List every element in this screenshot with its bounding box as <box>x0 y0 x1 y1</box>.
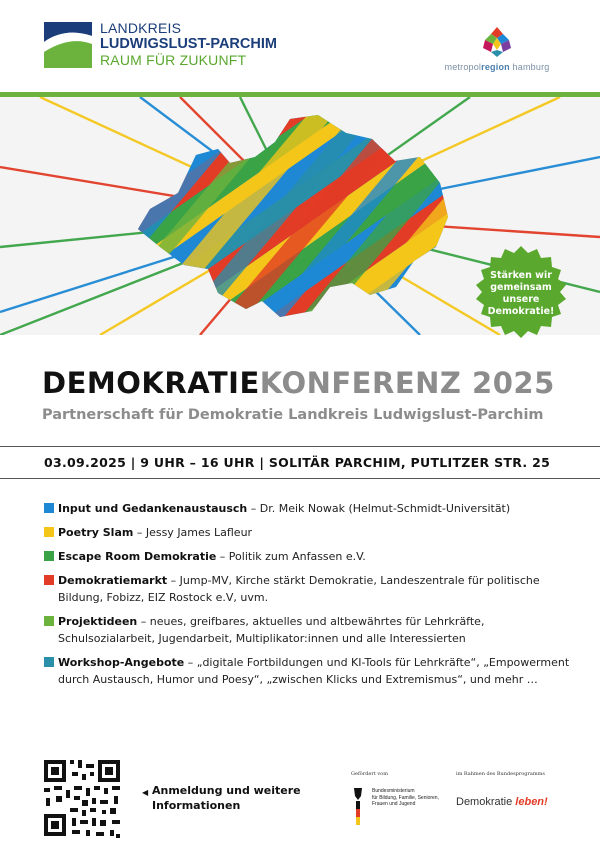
metropolregion-emblem-icon <box>481 26 513 58</box>
bullet-square-icon <box>44 503 54 513</box>
bullet-square-icon <box>44 616 54 626</box>
bullet-square-icon <box>44 575 54 585</box>
list-item: Demokratiemarkt – Jump-MV, Kirche stärkt Demokratie, Landeszentrale für politische Bildung, Fobizz, EIZ Rostock e.V, uvm. <box>44 572 574 606</box>
demokratie-leben-logo: Demokratie leben! <box>456 796 548 808</box>
logo-line-2: LUDWIGSLUST-PARCHIM <box>100 36 277 52</box>
page-subtitle: Partnerschaft für Demokratie Landkreis Ludwigslust-Parchim <box>42 407 544 423</box>
logo-line-3: RAUM FÜR ZUKUNFT <box>100 52 247 68</box>
list-item: Escape Room Demokratie – Politik zum Anfassen e.V. <box>44 548 574 565</box>
registration-link[interactable]: ◀ Anmeldung und weitere Informationen <box>142 784 301 812</box>
list-item: Input und Gedankenaustausch – Dr. Meik Nowak (Helmut-Schmidt-Universität) <box>44 500 574 517</box>
list-item: Projektideen – neues, greifbares, aktuelles und altbewährtes für Lehrkräfte, Schulsozialarbeit, Jugendarbeit, Multiplikator:innen und alle Interessierten <box>44 613 574 647</box>
list-item: Poetry Slam – Jessy James Lafleur <box>44 524 574 541</box>
federal-eagle-flag-icon <box>351 786 365 826</box>
metropolregion-label: metropolregion hamburg <box>444 62 550 72</box>
caret-left-icon: ◀ <box>142 788 149 797</box>
bullet-square-icon <box>44 551 54 561</box>
ministry-logo-text: Bundesministerium für Bildung, Familie, Senioren, Frauen und Jugend <box>372 788 439 807</box>
program-label: im Rahmen des Bundesprogramms <box>456 771 545 777</box>
logo-line-1: LANDKREIS <box>100 20 182 36</box>
program-list <box>44 500 574 695</box>
event-info-bar <box>0 446 600 479</box>
event-date-location: 03.09.2025 | 9 UHR – 16 UHR | SOLITÄR PARCHIM, PUTLITZER STR. 25 <box>44 455 551 470</box>
funded-by-label: Gefördert vom <box>351 771 388 777</box>
metropolregion-logo <box>442 26 552 72</box>
bullet-square-icon <box>44 657 54 667</box>
registration-qr-code-icon[interactable] <box>32 750 132 846</box>
landkreis-logo-icon <box>44 22 92 68</box>
landkreis-logo-text <box>100 20 277 68</box>
list-item: Workshop-Angebote – „digitale Fortbildungen und KI-Tools für Lehrkräfte“, „Empowerment durch Austausch, Humor und Poesy“, „zwischen Klicks und Extremismus“, und mehr … <box>44 654 574 688</box>
header <box>0 0 600 92</box>
bullet-square-icon <box>44 527 54 537</box>
page-title: DEMOKRATIEKONFERENZ 2025 <box>42 366 555 400</box>
slogan-badge-text: Stärken wir gemeinsam unsere Demokratie! <box>487 270 555 317</box>
